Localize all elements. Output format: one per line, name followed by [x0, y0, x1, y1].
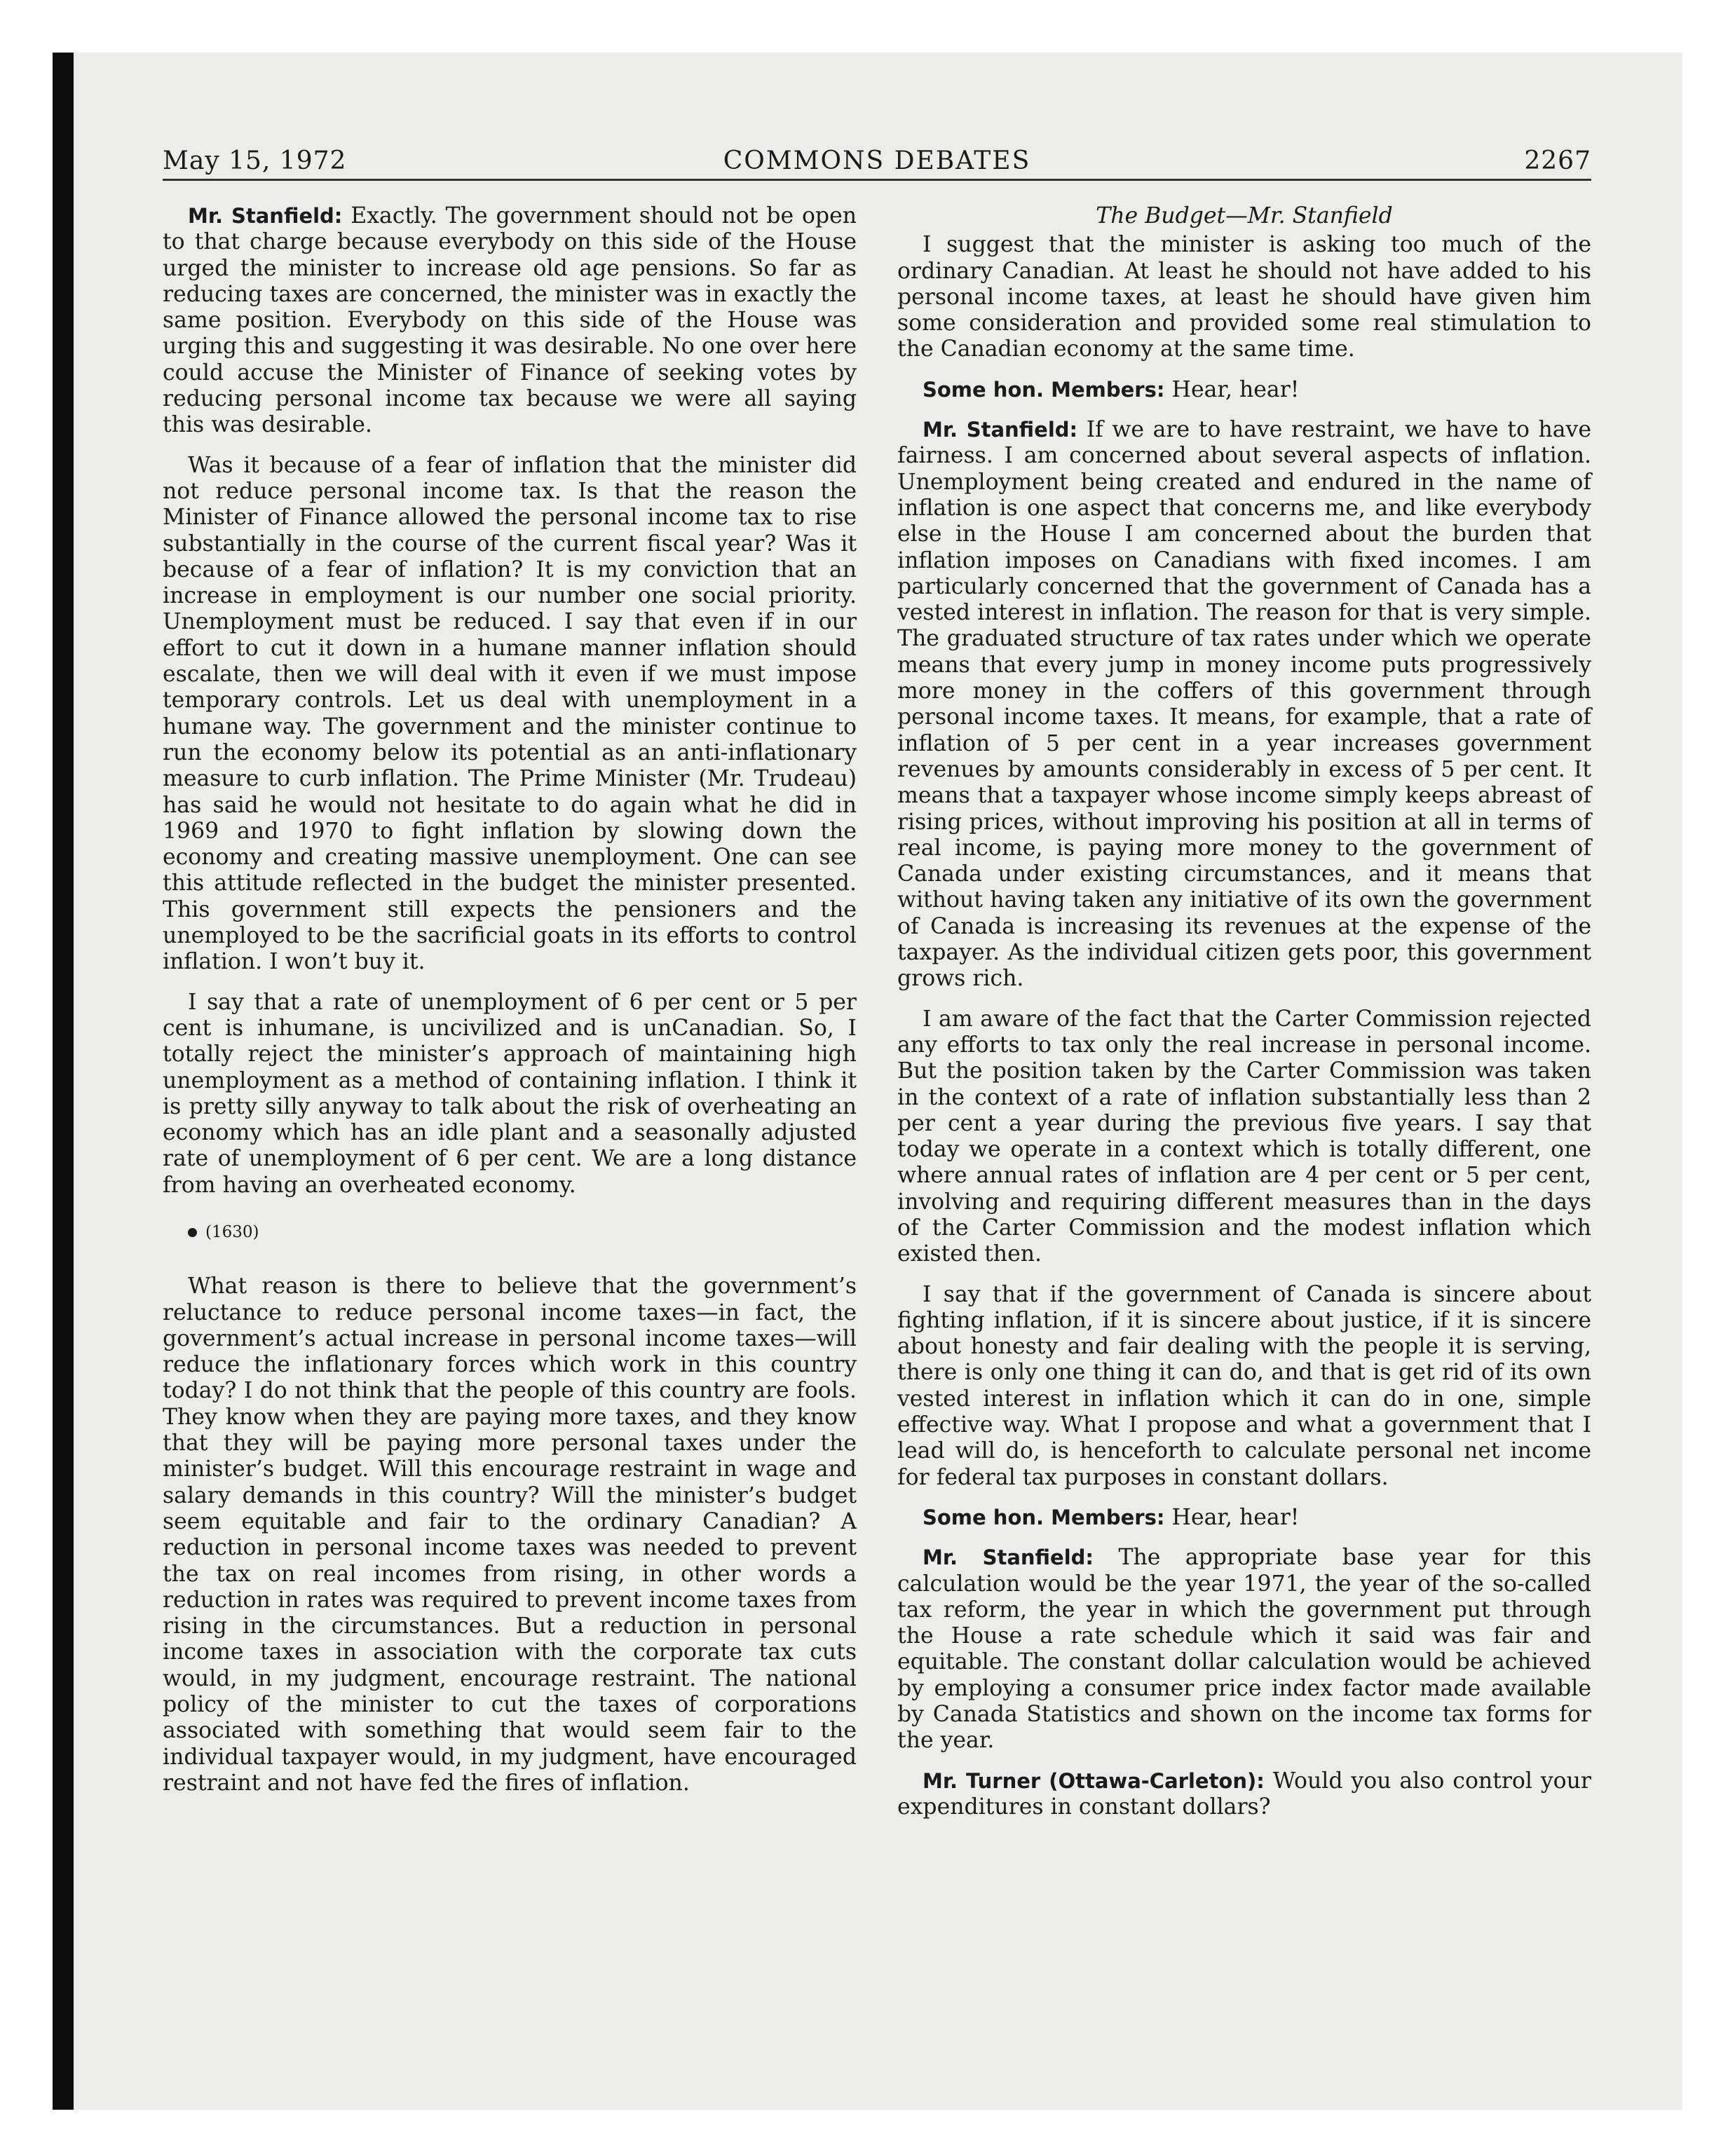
speech-text: Exactly. The government should not be open to that charge because everybody on this side of the House urged the minister to increase old age pensions. So far as reducing taxes are concerned, the minister was in exactly the same position. Everybody on this side of the House was urging this and suggesting it was desirable. No one over here could accuse the Minister of Finance of seeking votes by reducing personal income tax because we were all saying this was desirable. [163, 203, 857, 438]
paragraph [897, 1282, 1591, 1491]
running-head: The Budget—Mr. Stanfield [1096, 203, 1393, 228]
paragraph [897, 1505, 1591, 1531]
timestamp-text: (1630) [205, 1222, 259, 1241]
speech-text: The appropriate base year for this calculation would be the year 1971, the year of the so-called tax reform, the year in which the government put through the House a rate schedule which it said was fair and equitable. The constant dollar calculation would be achieved by employing a consumer price index factor made available by Canada Statistics and shown on the income tax forms for the year. [897, 1545, 1592, 1754]
paragraph [897, 1545, 1591, 1754]
paragraph [163, 203, 857, 439]
speaker-name: Mr. Stanfield: [923, 1546, 1094, 1570]
timestamp-marker [163, 1220, 857, 1246]
speech-text: Hear, hear! [1171, 1504, 1300, 1530]
paragraph [163, 453, 857, 976]
speech-text: I suggest that the minister is asking too much of the ordinary Canadian. At least he should not have added to his personal income taxes, at least he should have given him some consideration and provided some real stimulation to the Canadian economy at the same time. [897, 232, 1591, 362]
paragraph [897, 417, 1591, 992]
speaker-name: Mr. Stanfield: [923, 418, 1078, 442]
paragraph [163, 990, 857, 1199]
header-title: COMMONS DEBATES [723, 146, 1031, 175]
binding-edge [53, 53, 74, 2110]
bullet-icon [188, 1228, 197, 1237]
speaker-name: Mr. Turner (Ottawa-Carleton): [923, 1768, 1265, 1793]
header-page-number: 2267 [1524, 146, 1591, 175]
speaker-name: Mr. Stanfield: [188, 204, 343, 228]
speech-text: I say that if the government of Canada is sincere about fighting inflation, if it is sincere about justice, if it is sincere about honesty and fair dealing with the people it is serving, there is only one thing it can do, and that is get rid of its own vested interest in inflation which it can do in one, simple effective way. What I propose and what a government that I lead will do, is henceforth to calculate personal net income for federal tax purposes in constant dollars. [897, 1281, 1591, 1490]
speaker-name: Some hon. Members: [923, 1505, 1165, 1529]
speech-text: If we are to have restraint, we have to have fairness. I am concerned about several aspects of inflation. Unemployment being created and endured in the name of inflation is one aspect that concerns me, and like everybody else in the House I am concerned about the burden that inflation imposes on Canadians with fixed incomes. I am particularly concerned that the government of Canada has a vested interest in inflation. The reason for that is very simple. The graduated structure of tax rates under which we operate means that every jump in money income puts progressively more money in the coffers of this government through personal income taxes. It means, for example, that a rate of inflation of 5 per cent in a year increases government revenues by amounts considerably in excess of 5 per cent. It means that a taxpayer whose income simply keeps abreast of rising prices, without improving his position at all in terms of real income, is paying more money to the government of Canada under existing circumstances, and it means that without having taken any initiative of its own the government of Canada is increasing its revenues at the expense of the taxpayer. As the individual citizen gets poor, this government grows rich. [897, 417, 1591, 992]
header-date: May 15, 1972 [163, 146, 347, 175]
paragraph [897, 377, 1591, 403]
speech-text: What reason is there to believe that the government’s reluctance to reduce personal income taxes—in fact, the government’s actual increase in personal income taxes—will reduce the inflationary forces which work in this country today? I do not think that the people of this country are fools. They know when they are paying more taxes, and they know that they will be paying more personal taxes under the minister’s budget. Will this encourage restraint in wage and salary demands in this country? Will the minister’s budget seem equitable and fair to the ordinary Canadian? A reduction in personal income taxes was needed to prevent the tax on real incomes from rising, in other words a reduction in rates was required to prevent income taxes from rising in the circumstances. But a reduction in personal income taxes in association with the corporate tax cuts would, in my judgment, encourage restraint. The national policy of the minister to cut the taxes of corporations associated with something that would seem fair to the individual taxpayer would, in my judgment, have encouraged restraint and not have fed the fires of inflation. [163, 1274, 857, 1796]
speech-text: Hear, hear! [1171, 376, 1300, 402]
paragraph [897, 232, 1591, 362]
right-column [897, 203, 1591, 1834]
speech-text: I am aware of the fact that the Carter Commission rejected any efforts to tax only the real increase in personal income. But the position taken by the Carter Commission was taken in the context of a rate of inflation substantially less than 2 per cent a year during the previous five years. I say that today we operate in a context which is totally different, one where annual rates of inflation are 4 per cent or 5 per cent, involving and requiring different measures than in the days of the Carter Commission and the modest inflation which existed then. [897, 1006, 1591, 1267]
speech-text: Was it because of a fear of inflation that the minister did not reduce personal income tax. Is that the reason the Minister of Finance allowed the personal income tax to rise substantially in the course of the current fiscal year? Was it because of a fear of inflation? It is my conviction that an increase in employment is our number one social priority. Unemployment must be reduced. I say that even if in our effort to cut it down in a humane manner inflation should escalate, then we will deal with it even if we must impose temporary controls. Let us deal with unemployment in a humane way. The government and the minister continue to run the economy below its potential as an anti-inflationary measure to curb inflation. The Prime Minister (Mr. Trudeau) has said he would not hesitate to do again what he did in 1969 and 1970 to fight inflation by slowing down the economy and creating massive unemployment. One can see this attitude reflected in the budget the minister presented. This government still expects the pensioners and the unemployed to be the sacrificial goats in its efforts to control inflation. I won’t buy it. [163, 452, 857, 975]
page-header [163, 144, 1591, 181]
speaker-name: Some hon. Members: [923, 377, 1165, 402]
left-column [163, 203, 857, 1810]
speech-text: I say that a rate of unemployment of 6 per cent or 5 per cent is inhumane, is uncivilized and is unCanadian. So, I totally reject the minister’s approach of maintaining high unemployment as a method of containing inflation. I think it is pretty silly anyway to talk about the risk of overheating an economy which has an idle plant and a seasonally adjusted rate of unemployment of 6 per cent. We are a long distance from having an overheated economy. [163, 989, 857, 1198]
speech-text: Would you also control your expenditures in constant dollars? [897, 1768, 1591, 1820]
paragraph [163, 1274, 857, 1796]
paragraph [897, 1007, 1591, 1268]
paragraph [897, 1768, 1591, 1821]
